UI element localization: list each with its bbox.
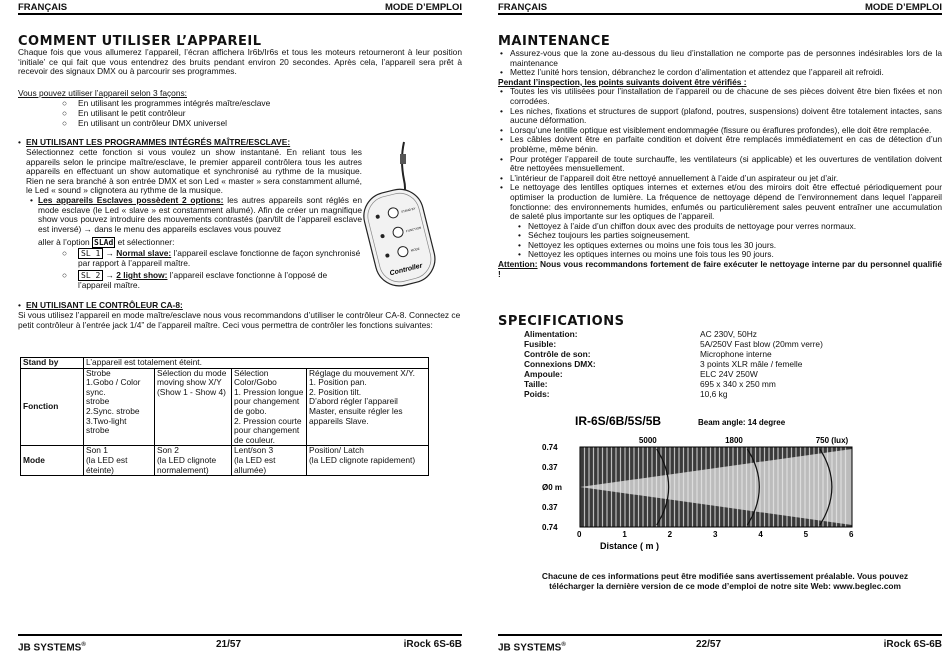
page-header [498,2,942,15]
list-item: • Pour protéger l’appareil de toute surchauffe, les ventilateurs (si applicable) et les ouvertures de ventilation doivent être nettoyées mensuellement. [500,153,942,174]
list-item: • Lorsqu’une lentille optique est visiblement endommagée (fissure ou éraflures profondes), elle doit être remplacée. [500,124,932,135]
footer-brand: JB SYSTEMS® [498,642,566,654]
list-item: • L’intérieur de l’appareil doit être nettoyé annuellement à l’aide d’un aspirateur ou jet d’air. [500,172,839,183]
slave-option-line: aller à l’option SLAd et sélectionner: [38,237,175,247]
section-title: MAINTENANCE [498,34,611,49]
table-cell: Stand by [21,358,84,369]
beam-chart [540,413,870,559]
sub-list-item: • Nettoyez à l’aide d’un chiffon doux avec des produits de nettoyage pour verres normaux. [518,220,857,231]
bullet-icon: • [18,300,21,310]
table-row [21,358,429,369]
attention-note: Attention: Nous vous recommandons fortement de faire exécuter le nettoyage interne par du personnel qualifié ! [498,259,942,279]
chart-title: IR-6S/6B/5S/5B [575,414,662,428]
spec-value: 10,6 kg [700,389,728,399]
ways-title: Vous pouvez utiliser l’appareil selon 3 façons: [18,88,187,98]
header-mode: MODE D’EMPLOI [384,2,462,13]
spec-key: Fusible: [524,339,557,349]
header-mode: MODE D’EMPLOI [864,2,942,13]
table-row [21,368,429,446]
left-page: FRANÇAIS MODE D’EMPLOI COMMENT UTILISER L’APPAREIL Chaque fois que vous allumerez l’appareil, l’écran affichera Ir6b/Ir6s et tous les moteurs retourneront à leur position ‘initiale’ ce qui fait que vous entendrez des bruits pendant environ 20 secondes. Après cela, l’appareil sera prêt à recevoir des signaux DMX ou à parcourir ses programmes. Vous pouvez utiliser l’appareil selon 3 façons: ○ En utilisant les programmes intégrés maître/esclave ○ En utilisant le petit contrôleur ○ En utilisant un contrôleur DMX universel • EN UTILISANT LES PROGRAMMES INTÉGRÉS MAÎTRE/ESCLAVE: Sélectionnez cette fonction si vous voulez un show instantané. En reliant tous les appareils selon le principe maître/esclave, le premier appareil contrôlera tous les autres appareils en effectuant un show automatique et synchronisé au rythme de la musique. Rien ne sera branché à son entrée DMX et son Led « master » sera constamment allumé, le Led « sound » clignotera au rythme de la musique. • Les appareils Esclaves possèdent 2 options: les autres appareils sont réglés en mode esclave (le Led « slave » est constamment allumé). Afin de créer un magnifique show vous pouvez introduire des mouvements contrastés (pan/tilt de l’appareil esclave est inversé) → dans le menu des appareils esclaves vous pouvez aller à l’option SLAd et sélectionner: ○ SL 1 → Normal slave: l’appareil esclave fonctionne de façon synchronisé par rapport à l’appareil maître. ○ SL 2 → 2 light show: l’appareil esclave fonctionne à l’opposé de l’appareil maître. STAND BY FUNCTION MODE Controller • EN UTILISANT LE CONTRÔLEUR CA-8: Si vous utilisez l’appareil en mode maître/esclave nous vous recommandons d’utiliser le contrôleur CA-8. Connectez ce petit contrôleur à l’entrée jack 1/4” de l’appareil maître. Ceci vous permettra de contrôler les fonctions suivantes: Stand by L’appareil est totalement éteint. Fonction Strobe 1.Gobo / Color sync. strobe 2.Sync. strobe 3.Two-light strobe Sélection du mode moving show X/Y (Show 1 - Show 4) Sélection Color/Gobo 1. Pression longue pour changement de gobo. 2. Pression courte pour changement de couleur. Réglage du mouvement X/Y. 1. Position pan. 2. Position tilt. D’abord régler l’appareil Master, ensuite régler les appareils Slave. Mode Son 1 (la LED est éteinte) Son 2 (la LED clignote normalement) Lent/son 3 (la LED est allumée) Position/ Latch (la LED clignote rapidement) JB SYSTEMS® 21/57 iRock 6S-6B [18,2,462,654]
spec-value: AC 230V, 50Hz [700,329,757,339]
ca8-title: EN UTILISANT LE CONTRÔLEUR CA-8: [26,300,183,310]
option-light-show: SL 2 → 2 light show: l’appareil esclave fonctionne à l’opposé de l’appareil maître. [78,270,328,290]
table-cell: Fonction [21,368,84,446]
controller-button-label: MODE [410,246,421,253]
x-tick-label: 0 [577,530,582,539]
sub-list-item: • Nettoyez les optiques externes ou moins une fois tous les 30 jours. [518,239,777,250]
intro-paragraph: Chaque fois que vous allumerez l’appareil, l’écran affichera Ir6b/Ir6s et tous les moteurs retourneront à leur position ‘initiale’ ce qui fait que vous entendrez des bruits pendant environ 20 secondes. Après cela, l’appareil sera prêt à recevoir des signaux DMX ou à parcourir ses programmes. [18,47,462,77]
spec-value: 3 points XLR mâle / femelle [700,359,803,369]
master-slave-text: Sélectionnez cette fonction si vous voulez un show instantané. En reliant tous les appareils selon le principe maître/esclave, le premier appareil contrôlera tous les autres appareils en effectuant un show automatique et synchronisé au rythme de la musique. Rien ne sera branché à son entrée DMX et son Led « master » sera constamment allumé, le Led « sound » clignotera au rythme de la musique. [26,147,362,196]
notice-text: Chacune de ces informations peut être modifiée sans avertissement préalable. Vous pouvez télécharger la dernière version de ce mode d’emploi de notre site Web: www.beglec.com [541,571,909,591]
spec-key: Ampoule: [524,369,563,379]
page-header [18,2,462,15]
controller-button-label: STAND BY [400,206,417,214]
y-tick-label: 0.74 [542,523,558,532]
spec-key: Poids: [524,389,550,399]
header-language: FRANÇAIS [498,2,548,13]
spec-key: Alimentation: [524,329,578,339]
list-item: • Toutes les vis utilisées pour l’installation de l’appareil ou de chacune de ses pièces doivent être bien fixées et non corrodées. [500,86,942,106]
spec-key: Taille: [524,379,548,389]
x-tick-label: 5 [803,530,809,539]
list-item: • Assurez-vous que la zone au-dessous du lieu d’installation ne comporte pas de personnes indésirables lors de la maintenance [500,48,942,68]
right-page [480,0,950,654]
lux-label: 5000 [638,436,657,445]
bullet-icon: • [18,137,21,147]
page-footer [498,634,942,654]
list-item: • Mettez l’unité hors tension, débranchez le cordon d’alimentation et attendez que l’appareil ait refroidi. [500,67,884,78]
spec-value: 5A/250V Fast blow (20mm verre) [700,339,823,349]
section-title: COMMENT UTILISER L’APPAREIL [18,34,262,49]
footer-brand: JB SYSTEMS® [18,642,86,654]
spec-value: ELC 24V 250W [700,369,758,379]
maintenance-list [498,49,942,279]
lcd-display: SLAd [94,238,114,247]
table-cell: Lent/son 3 (la LED est allumée) [232,446,307,476]
sub-list-item: • Séchez toujours les parties soigneusement. [518,230,691,241]
option-normal-slave: SL 1 → Normal slave: l’appareil esclave fonctionne de façon synchronisé par rapport à l’appareil maître. [78,248,361,268]
arrow-icon: → [105,270,114,280]
table-cell: Réglage du mouvement X/Y. 1. Position pan. 2. Position tilt. D’abord régler l’appareil Master, ensuite régler les appareils Slave. [307,368,429,446]
lux-label: 1800 [725,436,743,445]
footer-model: iRock 6S-6B [883,639,942,650]
list-item: En utilisant les programmes intégrés maître/esclave [78,98,271,108]
list-item: En utilisant le petit contrôleur [78,108,186,118]
table-cell: Mode [21,446,84,476]
spec-key: Contrôle de son: [524,349,591,359]
page-footer [18,634,462,654]
chart-subtitle: Beam angle: 14 degree [698,418,786,427]
spec-value: 695 x 340 x 250 mm [700,379,776,389]
table-cell: Son 2 (la LED clignote normalement) [155,446,232,476]
lcd-display: SL 2 [78,270,103,281]
table-cell: Position/ Latch (la LED clignote rapidement) [307,446,429,476]
x-tick-label: 6 [849,530,854,539]
x-tick-label: 3 [713,530,718,539]
x-tick-label: 1 [622,530,627,539]
list-item: • Le nettoyage des lentilles optiques internes et externes et/ou des miroirs doit être effectué périodiquement pour optimiser la production de lumière. La fréquence de nettoyage dépend de l’environnement dans lequel l’appareil fonctionne: des environnements humides, enfumés ou particulièrement sales peuvent entraîner une accumulation de saleté plus importante sur les optiques de l’appareil. [500,182,942,222]
master-slave-title: EN UTILISANT LES PROGRAMMES INTÉGRÉS MAÎTRE/ESCLAVE: [26,137,291,147]
functions-table [20,357,429,476]
y-tick-label: 0.37 [542,503,558,512]
y-tick-label: 0.74 [542,443,558,452]
ca8-text: Si vous utilisez l’appareil en mode maître/esclave nous vous recommandons d’utiliser le contrôleur CA-8. Connectez ce petit contrôleur à l’entrée jack 1/4” de l’appareil maître. Ceci vous permettra de contrôler les fonctions suivantes: [18,310,461,330]
spec-value: Microphone interne [700,349,772,359]
x-tick-label: 4 [758,530,763,539]
table-cell: Sélection Color/Gobo 1. Pression longue pour changement de gobo. 2. Pression courte pour changement de couleur. [232,368,307,446]
sub-list-item: • Nettoyez les optiques internes ou moins une fois tous les 90 jours. [518,249,774,260]
table-cell: Son 1 (la LED est éteinte) [84,446,155,476]
lcd-display: SL 1 [78,248,103,259]
arrow-icon: → [105,248,114,258]
page-number: 21/57 [216,639,242,650]
list-item: • Les câbles doivent être en parfaite condition et doivent être remplacés immédiatement en cas de détection d’un problème, même bénin. [500,134,942,154]
specifications-title: SPECIFICATIONS [498,314,625,329]
x-tick-label: 2 [667,530,673,539]
list-item: • Les niches, fixations et structures de support (plafond, poutres, suspensions) doivent être totalement intactes, sans aucune déformation. [500,105,942,126]
controller-illustration [360,140,440,292]
table-cell: Sélection du mode moving show X/Y (Show 1 - Show 4) [155,368,232,446]
table-cell: L’appareil est totalement éteint. [84,358,429,369]
header-language: FRANÇAIS [18,2,68,13]
list-item: En utilisant un contrôleur DMX universel [78,118,227,128]
table-cell: Strobe 1.Gobo / Color sync. strobe 2.Sync. strobe 3.Two-light strobe [84,368,155,446]
y-tick-label: Ø0 m [542,483,563,492]
controller-label: Controller [389,262,424,278]
x-axis-label: Distance ( m ) [600,541,660,551]
spec-key: Connexions DMX: [524,359,596,369]
footer-model: iRock 6S-6B [403,639,462,650]
y-tick-label: 0.37 [542,463,558,472]
controller-button-label: FUNCTION [405,225,422,234]
inspection-title: Pendant l’inspection, les points suivants doivent être vérifiés : [498,76,747,87]
lux-label: 750 (lux) [815,436,849,445]
slave-options-paragraph: • Les appareils Esclaves possèdent 2 options: les autres appareils sont réglés en mode esclave (le Led « slave » est constamment allumé). Afin de créer un magnifique show vous pouvez introduire des mouvements contrastés (pan/tilt de l’appareil esclave est inversé) → dans le menu des appareils esclaves vous pouvez [30,195,362,234]
table-row [21,446,429,476]
page-number: 22/57 [696,639,722,650]
